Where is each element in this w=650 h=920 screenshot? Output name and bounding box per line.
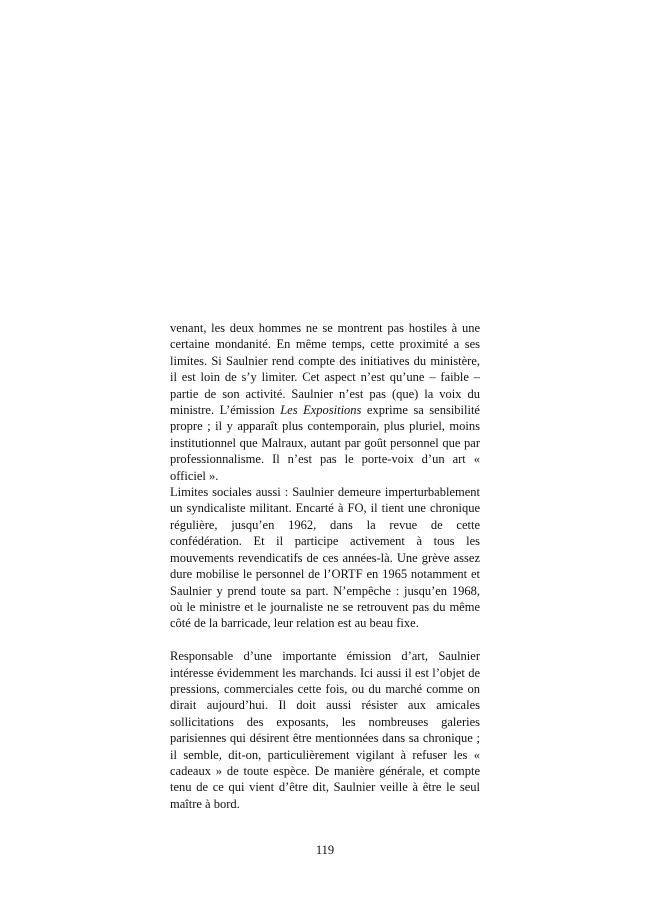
paragraph-1-text-b: exprime sa sensibilité propre ; il y apparaît plus contemporain, plus pluriel, moins institutionnel que Malraux, autant par goût personnel que par professionnalisme. Il n’est pas le porte-voix d’un art « officiel ». (170, 403, 480, 483)
paragraph-1 (170, 320, 480, 484)
paragraph-2: Limites sociales aussi : Saulnier demeure imperturbablement un syndicaliste militant. Encarté à FO, il tient une chronique régulière, jusqu’en 1962, dans la revue de cette confédération. Et il participe activement à tous les mouvements revendicatifs de ces années-là. Une grève assez dure mobilise le personnel de l’ORTF en 1965 notamment et Saulnier y prend toute sa part. N’empêche : jusqu’en 1968, où le ministre et le journaliste ne se retrouvent pas du même côté de la barricade, leur relation est au beau fixe. (170, 485, 480, 631)
paragraph-1-text-a: venant, les deux hommes ne se montrent pas hostiles à une certaine mondanité. En même temps, cette proximité a ses limites. Si Saulnier rend compte des initiatives du ministère, il est loin de s’y limiter. Cet aspect n’est qu’une – faible – partie de son activité. Saulnier n’est pas (que) la voix du ministre. L’émission (170, 321, 480, 418)
program-title: Les Expositions (280, 403, 362, 418)
body-text (170, 320, 480, 812)
page-number: 119 (315, 843, 335, 857)
paragraph-3: Responsable d’une importante émission d’art, Saulnier intéresse évidemment les marchands. Ici aussi il est l’objet de pressions, commerciales cette fois, ou du marché comme on dirait aujourd’hui. Il doit aussi résister aux amicales sollicitations des exposants, les nombreuses galeries parisiennes qui désirent être mentionnées dans sa chronique ; il semble, dit-on, particulièrement vigilant à refuser les « cadeaux » de toute espèce. De manière générale, et compte tenu de ce qui vient d’être dit, Saulnier veille à être le seul maître à bord. (170, 649, 480, 811)
